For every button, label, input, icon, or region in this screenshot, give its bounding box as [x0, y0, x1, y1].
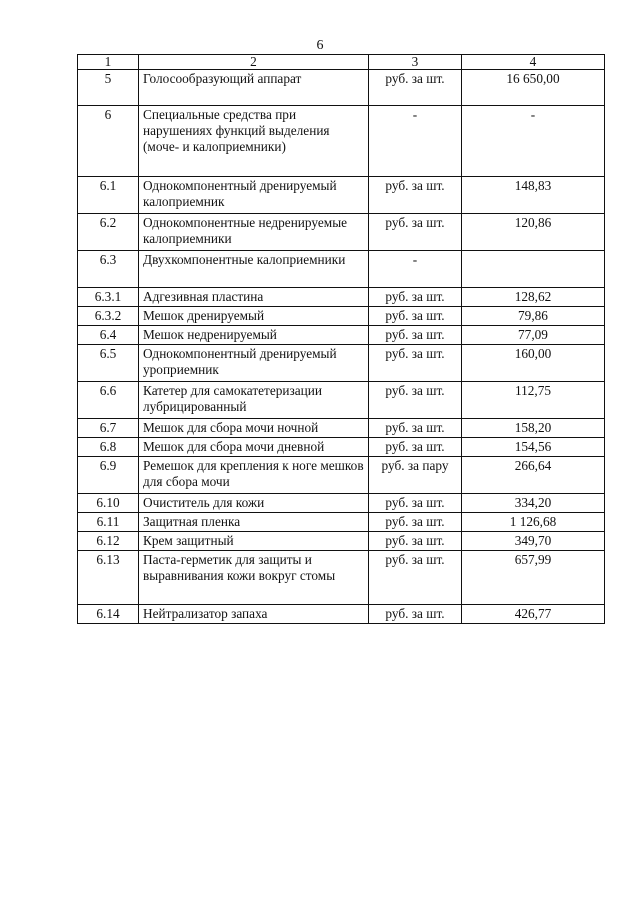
- table-row: [78, 438, 605, 457]
- row-number: 6.5: [78, 345, 139, 382]
- row-unit: руб. за шт.: [369, 438, 462, 457]
- row-number: 6.10: [78, 494, 139, 513]
- row-unit: руб. за пару: [369, 457, 462, 494]
- row-number: 5: [78, 70, 139, 106]
- row-number: 6.6: [78, 382, 139, 419]
- row-name: Мешок для сбора мочи дневной: [139, 438, 369, 457]
- row-number: 6.3.2: [78, 307, 139, 326]
- row-price: 334,20: [462, 494, 605, 513]
- row-name: Катетер для самокатетеризации лубрицированный: [139, 382, 369, 419]
- table-row: [78, 288, 605, 307]
- row-price: 426,77: [462, 605, 605, 624]
- row-number: 6.4: [78, 326, 139, 345]
- row-price: 266,64: [462, 457, 605, 494]
- row-unit: руб. за шт.: [369, 551, 462, 605]
- page-number: 6: [316, 38, 324, 53]
- table-row: [78, 251, 605, 288]
- row-name: Специальные средства при нарушениях функций выделения (моче- и калоприемники): [139, 106, 369, 177]
- row-name: Паста-герметик для защиты и выравнивания кожи вокруг стомы: [139, 551, 369, 605]
- row-unit: руб. за шт.: [369, 177, 462, 214]
- table-row: [78, 419, 605, 438]
- row-price: 120,86: [462, 214, 605, 251]
- row-price: 16 650,00: [462, 70, 605, 106]
- row-name: Мешок недренируемый: [139, 326, 369, 345]
- row-number: 6.13: [78, 551, 139, 605]
- row-name: Нейтрализатор запаха: [139, 605, 369, 624]
- row-name: Голосообразующий аппарат: [139, 70, 369, 106]
- row-unit: руб. за шт.: [369, 326, 462, 345]
- row-name: Двухкомпонентные калоприемники: [139, 251, 369, 288]
- row-number: 6.7: [78, 419, 139, 438]
- row-unit: руб. за шт.: [369, 307, 462, 326]
- row-name: Ремешок для крепления к ноге мешков для сбора мочи: [139, 457, 369, 494]
- header-col-2: 2: [139, 55, 369, 70]
- table-row: [78, 382, 605, 419]
- table-row: [78, 177, 605, 214]
- row-unit: руб. за шт.: [369, 419, 462, 438]
- row-number: 6.1: [78, 177, 139, 214]
- row-price: -: [462, 106, 605, 177]
- row-price: 160,00: [462, 345, 605, 382]
- row-number: 6.11: [78, 513, 139, 532]
- row-price: 154,56: [462, 438, 605, 457]
- row-price: 657,99: [462, 551, 605, 605]
- price-table: [77, 54, 605, 624]
- row-number: 6.9: [78, 457, 139, 494]
- table-row: [78, 605, 605, 624]
- table-row: [78, 457, 605, 494]
- row-price: 112,75: [462, 382, 605, 419]
- row-name: Однокомпонентный дренируемый уроприемник: [139, 345, 369, 382]
- row-price: 148,83: [462, 177, 605, 214]
- row-name: Очиститель для кожи: [139, 494, 369, 513]
- table-row: [78, 551, 605, 605]
- row-price: 1 126,68: [462, 513, 605, 532]
- row-unit: руб. за шт.: [369, 513, 462, 532]
- table-row: [78, 494, 605, 513]
- row-name: Однокомпонентные недренируемые калоприемники: [139, 214, 369, 251]
- table-row: [78, 214, 605, 251]
- row-unit: руб. за шт.: [369, 288, 462, 307]
- row-name: Защитная пленка: [139, 513, 369, 532]
- table-row: [78, 326, 605, 345]
- row-unit: руб. за шт.: [369, 214, 462, 251]
- row-number: 6.8: [78, 438, 139, 457]
- row-unit: руб. за шт.: [369, 605, 462, 624]
- row-unit: руб. за шт.: [369, 494, 462, 513]
- row-number: 6.14: [78, 605, 139, 624]
- table-header-row: [78, 55, 605, 70]
- row-unit: -: [369, 106, 462, 177]
- header-col-4: 4: [462, 55, 605, 70]
- row-unit: руб. за шт.: [369, 532, 462, 551]
- row-name: Адгезивная пластина: [139, 288, 369, 307]
- row-name: Однокомпонентный дренируемый калоприемник: [139, 177, 369, 214]
- table-row: [78, 345, 605, 382]
- row-number: 6.3.1: [78, 288, 139, 307]
- row-unit: руб. за шт.: [369, 382, 462, 419]
- row-price: 349,70: [462, 532, 605, 551]
- table-row: [78, 513, 605, 532]
- row-price: 77,09: [462, 326, 605, 345]
- row-number: 6.12: [78, 532, 139, 551]
- row-name: Мешок для сбора мочи ночной: [139, 419, 369, 438]
- row-number: 6.2: [78, 214, 139, 251]
- row-unit: руб. за шт.: [369, 70, 462, 106]
- row-price: [462, 251, 605, 288]
- table-row: [78, 70, 605, 106]
- row-price: 128,62: [462, 288, 605, 307]
- table-row: [78, 307, 605, 326]
- row-number: 6.3: [78, 251, 139, 288]
- header-col-3: 3: [369, 55, 462, 70]
- row-number: 6: [78, 106, 139, 177]
- row-unit: руб. за шт.: [369, 345, 462, 382]
- table-row: [78, 106, 605, 177]
- row-name: Мешок дренируемый: [139, 307, 369, 326]
- header-col-1: 1: [78, 55, 139, 70]
- row-price: 158,20: [462, 419, 605, 438]
- row-unit: -: [369, 251, 462, 288]
- table-row: [78, 532, 605, 551]
- row-price: 79,86: [462, 307, 605, 326]
- row-name: Крем защитный: [139, 532, 369, 551]
